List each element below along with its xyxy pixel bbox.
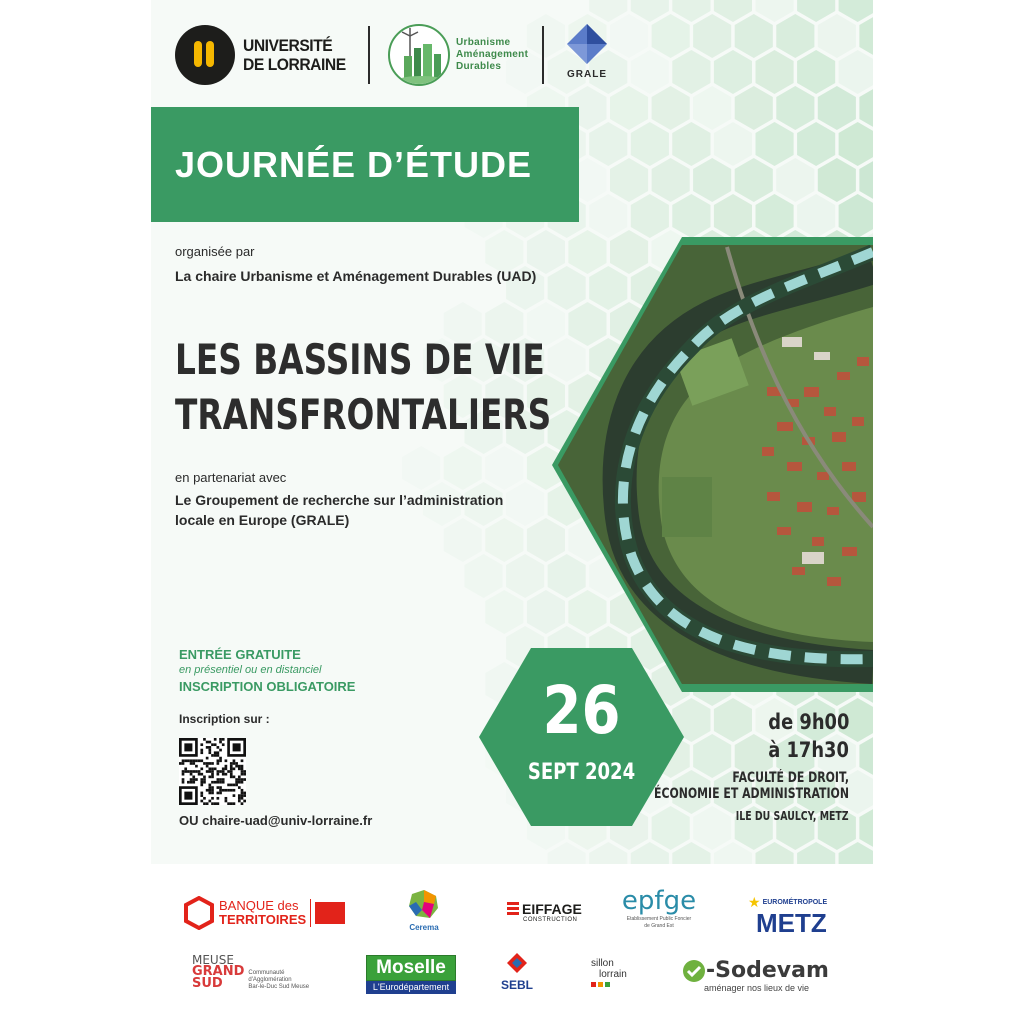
sillon-lorrain-logo xyxy=(591,958,627,987)
epfge-sub1: Etablissement Public Foncier xyxy=(626,916,692,922)
partner-line2: locale en Europe (GRALE) xyxy=(175,512,350,528)
attendance-mode: en présentiel ou en distanciel xyxy=(179,664,322,676)
sebl-logo xyxy=(497,952,537,991)
uad-logo xyxy=(388,24,528,86)
sillon-dots-icon xyxy=(591,982,627,987)
eiffage-name: EIFFAGE xyxy=(522,901,582,917)
sodevam-logo xyxy=(682,958,829,993)
free-entry: ENTRÉE GRATUITE xyxy=(179,647,301,662)
organiser-name: La chaire Urbanisme et Aménagement Durables (UAD) xyxy=(175,268,537,284)
venue-address: ILE DU SAULCY, METZ xyxy=(736,809,849,823)
epfge-sub2: de Grand Est xyxy=(644,923,674,929)
epfge-name: epfge xyxy=(621,886,697,916)
caisse-depots-mark-icon xyxy=(315,902,345,924)
metz-name: METZ xyxy=(756,908,827,938)
header-divider xyxy=(542,26,544,84)
ul-name-line1: UNIVERSITÉ xyxy=(243,36,333,55)
event-day: 26 xyxy=(542,672,621,749)
cerema-name: Cerema xyxy=(409,923,439,932)
grale-diamond-icon xyxy=(565,22,609,66)
grale-name: GRALE xyxy=(567,69,607,80)
aerial-city-photo xyxy=(552,237,873,692)
uad-line1: Urbanisme xyxy=(456,37,511,48)
uad-line2: Aménagement xyxy=(456,49,529,60)
event-month-year: SEPT 2024 xyxy=(527,760,636,785)
venue-line2: ÉCONOMIE ET ADMINISTRATION xyxy=(654,786,849,802)
registration-label: Inscription sur : xyxy=(179,712,270,726)
event-title xyxy=(175,332,552,442)
uad-line3: Durables xyxy=(456,61,502,72)
sebl-mark-icon xyxy=(506,952,528,974)
epfge-logo xyxy=(619,886,699,930)
cerema-france-icon xyxy=(404,888,444,920)
meuse-sub1: Communauté d'Agglomération xyxy=(248,970,292,983)
moselle-logo xyxy=(366,955,456,994)
eiffage-mark-icon xyxy=(507,902,519,916)
banque-hexagon-icon xyxy=(184,896,214,930)
sodevam-check-icon xyxy=(682,959,706,983)
banque-line2: TERRITOIRES xyxy=(219,912,307,927)
event-type-title: JOURNÉE D’ÉTUDE xyxy=(175,143,533,185)
header-divider xyxy=(368,26,370,84)
sodevam-name: -Sodevam xyxy=(706,958,829,983)
venue xyxy=(654,770,849,802)
eiffage-sub: CONSTRUCTION xyxy=(523,917,578,923)
sillon-line1: sillon xyxy=(591,958,614,969)
partner-line1: Le Groupement de recherche sur l’administration xyxy=(175,492,504,508)
venue-line1: FACULTÉ DE DROIT, xyxy=(732,770,849,786)
end-time: à 17h30 xyxy=(768,738,849,762)
banque-line1: BANQUE des xyxy=(219,898,299,913)
eurometropole-metz-logo xyxy=(748,894,828,938)
meuse-line2: GRAND xyxy=(192,964,245,979)
sillon-line2: lorrain xyxy=(599,969,627,980)
eiffage-logo xyxy=(507,901,582,923)
cerema-logo xyxy=(400,888,448,932)
universite-de-lorraine-logo xyxy=(175,25,355,85)
sebl-name: SEBL xyxy=(500,978,533,992)
registration-mandatory: INSCRIPTION OBLIGATOIRE xyxy=(179,679,356,694)
sodevam-tagline: aménager nos lieux de vie xyxy=(704,983,810,993)
event-title-line1: LES BASSINS DE VIE xyxy=(175,335,545,384)
start-time: de 9h00 xyxy=(767,710,849,734)
partner-organisation xyxy=(175,490,575,530)
meuse-grand-sud-logo xyxy=(192,954,317,991)
title-band xyxy=(151,107,579,222)
meuse-line1: MEUSE xyxy=(192,953,234,967)
meuse-line3: SUD xyxy=(192,976,223,991)
moselle-sub: L'Eurodépartement xyxy=(366,981,456,994)
ul-name-line2: DE LORRAINE xyxy=(243,55,346,74)
wind-turbine-city-icon xyxy=(388,24,450,86)
meuse-sub2: Bar-le-Duc Sud Meuse xyxy=(248,984,310,990)
event-title-line2: TRANSFRONTALIERS xyxy=(175,390,552,439)
contact-email[interactable]: OU chaire-uad@univ-lorraine.fr xyxy=(179,813,373,828)
organised-by-label: organisée par xyxy=(175,244,255,259)
grale-logo xyxy=(562,22,612,80)
metz-star-icon: ★ xyxy=(748,894,761,910)
registration-qr-code[interactable] xyxy=(179,738,246,805)
moselle-name: Moselle xyxy=(366,955,456,981)
ul-emblem-icon xyxy=(175,25,235,85)
metz-top: EUROMÉTROPOLE xyxy=(762,899,828,906)
poster xyxy=(151,0,873,864)
banque-des-territoires-logo xyxy=(184,896,345,930)
partnership-label: en partenariat avec xyxy=(175,470,287,485)
